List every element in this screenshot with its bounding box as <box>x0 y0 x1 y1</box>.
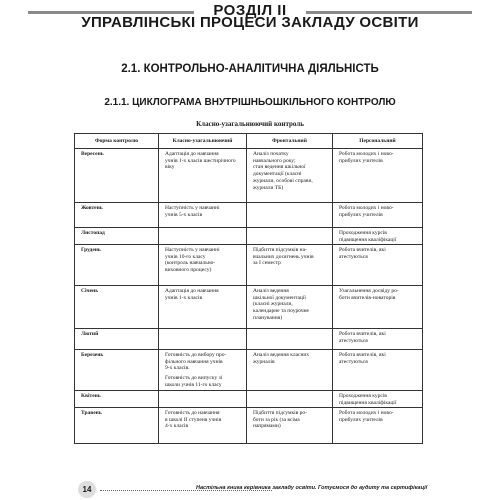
cell-text-line: журналів <box>253 358 275 365</box>
cell-text-line: прибулих учителів <box>339 416 383 423</box>
front-control-cell <box>247 245 333 286</box>
table-header-row <box>75 134 423 149</box>
personal-control-cell <box>333 203 423 228</box>
footer-text: Настільна книга керівника закладу освіти. Готуємося до аудиту та сертифікації <box>196 485 428 491</box>
cell-text-line: журнали, особові справи, <box>253 177 313 184</box>
cell-text-line: Адаптація до навчання <box>165 151 219 157</box>
table-row <box>75 391 423 408</box>
column-header: Форма контролю <box>75 134 159 149</box>
cell-text-line: атестуються <box>339 358 368 365</box>
cell-text-line: вчальних досягнень учнів <box>253 253 314 260</box>
month-cell: Березень <box>75 350 159 391</box>
cell-text-line: Робота вчителів, які <box>339 247 386 253</box>
personal-control-cell <box>333 149 423 203</box>
cell-text-line: боти вчителів-новаторів <box>339 294 396 301</box>
cell-text-line: (контроль навчально- <box>165 260 216 267</box>
cell-text-line: учнів 5-х класів <box>165 211 203 218</box>
front-control-cell <box>247 408 333 444</box>
cell-text-line: стан ведення шкільної <box>253 164 306 171</box>
cell-text-line: учнів 1-х класів <box>165 294 203 301</box>
class-control-cell <box>159 203 247 228</box>
cell-text-line: прибулих учителів <box>339 211 383 218</box>
month-cell: Січень <box>75 286 159 329</box>
month-cell: Вересень <box>75 149 159 203</box>
cell-text-line: 4-х класів <box>165 423 189 430</box>
class-control-cell <box>159 408 247 444</box>
cell-text-line: учнів 1-х класів шестирічного віку <box>165 157 236 171</box>
class-control-cell <box>159 391 247 408</box>
cell-text-line: Аналіз ведення <box>253 288 289 294</box>
cell-text-line: Робота молодих і ново- <box>339 151 394 157</box>
front-control-cell <box>247 203 333 228</box>
personal-control-cell <box>333 408 423 444</box>
cell-text-line: планування) <box>253 314 283 321</box>
cell-text-line: Аналіз початку <box>253 151 289 157</box>
cell-text-line: журнали ТБ) <box>253 184 284 191</box>
front-control-cell <box>247 329 333 350</box>
cell-text-line: напрямами) <box>253 423 281 430</box>
cell-text-line: Адаптація до навчання <box>165 288 219 294</box>
cell-text-line: Наступність у навчанні <box>165 247 220 253</box>
front-control-cell <box>247 149 333 203</box>
month-cell: Лютий <box>75 329 159 350</box>
month-cell: Грудень <box>75 245 159 286</box>
cell-text-line: шкільної документації <box>253 294 306 301</box>
chapter-title: УПРАВЛІНСЬКІ ПРОЦЕСИ ЗАКЛАДУ ОСВІТИ <box>81 14 419 31</box>
cell-text-line: документації (класні <box>253 171 302 178</box>
table-row <box>75 350 423 391</box>
cell-text-line: в школі ІІ ступеня учнів <box>165 416 222 423</box>
column-header: Фронтальний <box>247 134 333 149</box>
cell-text-line: Робота вчителів, які <box>339 331 386 337</box>
cell-text-line: навчального року; <box>253 157 296 164</box>
cell-text-line: учнів 10-го класу <box>165 253 206 260</box>
cell-text-line: виховного процесу) <box>165 267 212 274</box>
personal-control-cell <box>333 391 423 408</box>
cell-text-line: Проходження курсів <box>339 230 387 236</box>
class-control-cell <box>159 329 247 350</box>
personal-control-cell <box>333 245 423 286</box>
table-row <box>75 329 423 350</box>
personal-control-cell <box>333 350 423 391</box>
month-cell: Травень <box>75 408 159 444</box>
section-label: РОЗДІЛ ІІ <box>213 2 287 19</box>
front-control-cell <box>247 228 333 245</box>
cell-text-line: Готовність до вибору про- <box>165 352 227 358</box>
cell-text-line: боти за рік (за всіма <box>253 416 300 423</box>
control-schedule-table <box>74 133 423 444</box>
cell-text-line: 9-х класів. <box>165 365 190 372</box>
cell-text-line: Готовність до навчання <box>165 410 220 416</box>
cell-text-line: Підбиття підсумків ро- <box>253 410 307 416</box>
table-row <box>75 149 423 203</box>
page-number: 14 <box>78 481 96 498</box>
class-control-cell <box>159 350 247 391</box>
front-control-cell <box>247 350 333 391</box>
section-heading: 2.1. КОНТРОЛЬНО-АНАЛІТИЧНА ДІЯЛЬНІСТЬ <box>121 63 379 75</box>
cell-text-line: Проходження курсів <box>339 393 387 399</box>
personal-control-cell <box>333 228 423 245</box>
cell-text-line: атестуються <box>339 337 368 344</box>
cell-text-line: Узагальнення досвіду ро- <box>339 288 399 294</box>
cell-text-line: (класні журнали, <box>253 301 293 308</box>
table-row <box>75 203 423 228</box>
personal-control-cell <box>333 286 423 329</box>
cell-text-line: Наступність у навчанні <box>165 205 220 211</box>
table-body <box>75 149 423 444</box>
cell-text-line: Готовність до випуску зі <box>165 375 223 382</box>
cell-text-line: Робота молодих і ново- <box>339 205 394 211</box>
class-control-cell <box>159 228 247 245</box>
month-cell: Листопад <box>75 228 159 245</box>
month-cell: Жовтень <box>75 203 159 228</box>
cell-text-line: прибулих учителів <box>339 157 383 164</box>
personal-control-cell <box>333 329 423 350</box>
month-cell: Квітень <box>75 391 159 408</box>
cell-text-line: Робота молодих і ново- <box>339 410 394 416</box>
subsection-heading: 2.1.1. ЦИКЛОГРАМА ВНУТРІШНЬОШКІЛЬНОГО КОНТРОЛЮ <box>104 97 396 108</box>
table-row <box>75 286 423 329</box>
cell-text-line: Підбиття підсумків на- <box>253 247 307 253</box>
cell-text-line: фільного навчання учнів <box>165 358 223 365</box>
cell-text-line: Аналіз ведення класних <box>253 352 310 358</box>
cell-text-line: атестуються <box>339 253 368 260</box>
column-header: Персональний <box>333 134 423 149</box>
table-row <box>75 228 423 245</box>
cell-text-line: школи учнів 11-го класу <box>165 381 222 388</box>
cell-text-line: підвищення кваліфікації <box>339 236 397 243</box>
cell-text-line: за І семестр <box>253 260 281 267</box>
class-control-cell <box>159 286 247 329</box>
class-control-cell <box>159 149 247 203</box>
front-control-cell <box>247 286 333 329</box>
column-header: Класно-узагальнюючий <box>159 134 247 149</box>
cell-text-line: календарне та поурочне <box>253 308 309 315</box>
table-row <box>75 245 423 286</box>
front-control-cell <box>247 391 333 408</box>
table-caption: Класно-узагальнюючий контроль <box>196 120 304 128</box>
class-control-cell <box>159 245 247 286</box>
cell-text-line: Робота вчителів, які <box>339 352 386 358</box>
table-row <box>75 408 423 444</box>
cell-text-line: підвищення кваліфікації <box>339 399 397 406</box>
